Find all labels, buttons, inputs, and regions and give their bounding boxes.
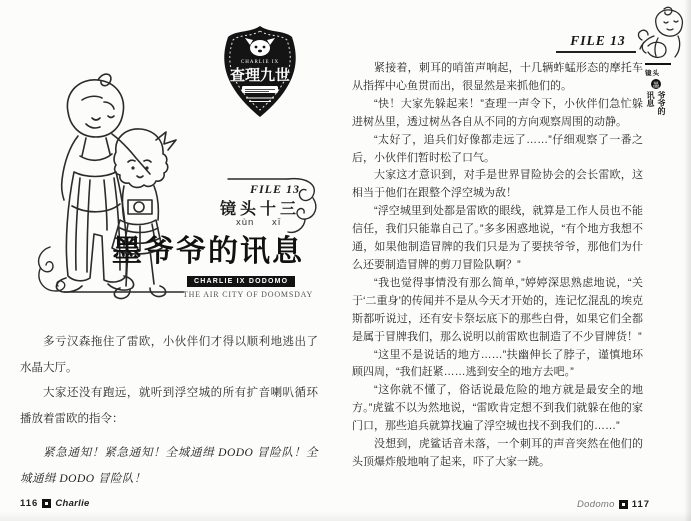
tab-prefix: 镜头 — [645, 70, 660, 77]
book-subtitle-en: THE AIR CITY OF DOOMSDAY — [182, 290, 314, 299]
paragraph: “浮空城里到处都是雷欧的眼线，就算是工作人员也不能信任，我们只能靠自己了。”多多困惑地说，“有个地方我想不通，如果他制造冒牌的我们只是为了要挟爷爷，那他们为什么还要制造冒牌的剪刀冒险队啊？” — [352, 205, 643, 271]
paragraph: “这里不是说话的地方……”扶幽伸长了脖子，谨慎地环顾四周，“我们赶紧……逃到安全的地方去吧。” — [352, 348, 643, 379]
paragraph: “我也觉得事情没有那么简单，”婷婷深思熟虑地说，“关于‘二重身’的传闻并不是从今天才开始的，连记忆混乱的埃克斯都听说过，还有安卡祭坛底下的那些白骨，如果它们全都是属于冒牌我们，那么说明以前雷欧也制造了不少冒牌货！” — [352, 276, 643, 343]
chapter-file-label: FILE 13 — [249, 182, 300, 196]
paragraph: 多亏汉森拖住了雷欧，小伙伴们才得以顺利地逃出了水晶大厅。 — [20, 336, 318, 374]
paragraph: “太好了，追兵们好像都走远了……”仔细观察了一番之后，小伙伴们暂时松了口气。 — [352, 133, 643, 164]
brand-mark-icon — [42, 499, 51, 508]
title-pinyin: xùn xī — [236, 217, 282, 228]
paragraph: 大家这才意识到，对手是世界冒险协会的会长雷欧，这相当于他们在跟整个浮空城为敌！ — [352, 169, 643, 200]
right-page-body — [352, 60, 643, 472]
chapter-title: 墨爷爷的讯息 — [112, 235, 304, 268]
right-page-footer — [577, 499, 650, 510]
series-badge-logo — [216, 24, 304, 120]
page-number: 116 — [20, 498, 39, 509]
badge-series-cn: 查理九世 — [229, 67, 291, 84]
paragraph: 没想到，虎鲨话音未落，一个刺耳的声音突然在他们的头顶爆炸般地响了起来，吓了大家一跳。 — [352, 438, 643, 468]
broadcast-notice: 紧急通知！紧急通知！全城通缉 DODO 冒险队！全城通缉 DODO 冒险队！ — [20, 447, 318, 485]
brand-mark-icon — [619, 500, 628, 509]
paragraph: “快！大家先躲起来！”查理一声令下，小伙伴们急忙躲进树丛里，透过树丛各自从不同的方向观察周围的动静。 — [352, 97, 643, 128]
brand-name: Dodomo — [577, 499, 615, 510]
left-page-footer — [20, 498, 90, 509]
series-banner: CHARLIE IX DODOMO — [187, 276, 295, 287]
brand-name: Charlie — [55, 498, 90, 509]
running-head-file-label: FILE 13 — [570, 33, 626, 48]
corner-character-illustration — [634, 6, 688, 64]
badge-series-en: CHARLIE IX — [240, 60, 280, 65]
tab-circled-char-icon: 墨 — [651, 79, 661, 89]
chapter-number-cn: 镜头十三 — [219, 201, 300, 218]
running-head-underline — [556, 51, 636, 53]
paragraph: 紧接着，刺耳的哨笛声响起，十几辆蚱蜢形态的摩托车从指挥中心鱼贯而出，很显然是来抓他们的。 — [352, 62, 643, 92]
left-page-body — [20, 330, 318, 492]
paragraph: “这你就不懂了，俗话说最危险的地方就是最安全的地方。”虎鲨不以为然地说，“雷欧肯定想不到我们就躲在他的家门口，那些追兵就算找遍了浮空城也找不到我们的……” — [352, 384, 643, 433]
tab-rule — [645, 63, 671, 65]
side-chapter-tab — [645, 63, 675, 119]
paragraph: 大家还没有跑远，就听到浮空城的所有扩音喇叭循环播放着雷欧的指令： — [20, 387, 318, 425]
tab-vertical-title: 爷爷的讯息 — [646, 91, 666, 115]
page-number: 117 — [631, 499, 651, 510]
